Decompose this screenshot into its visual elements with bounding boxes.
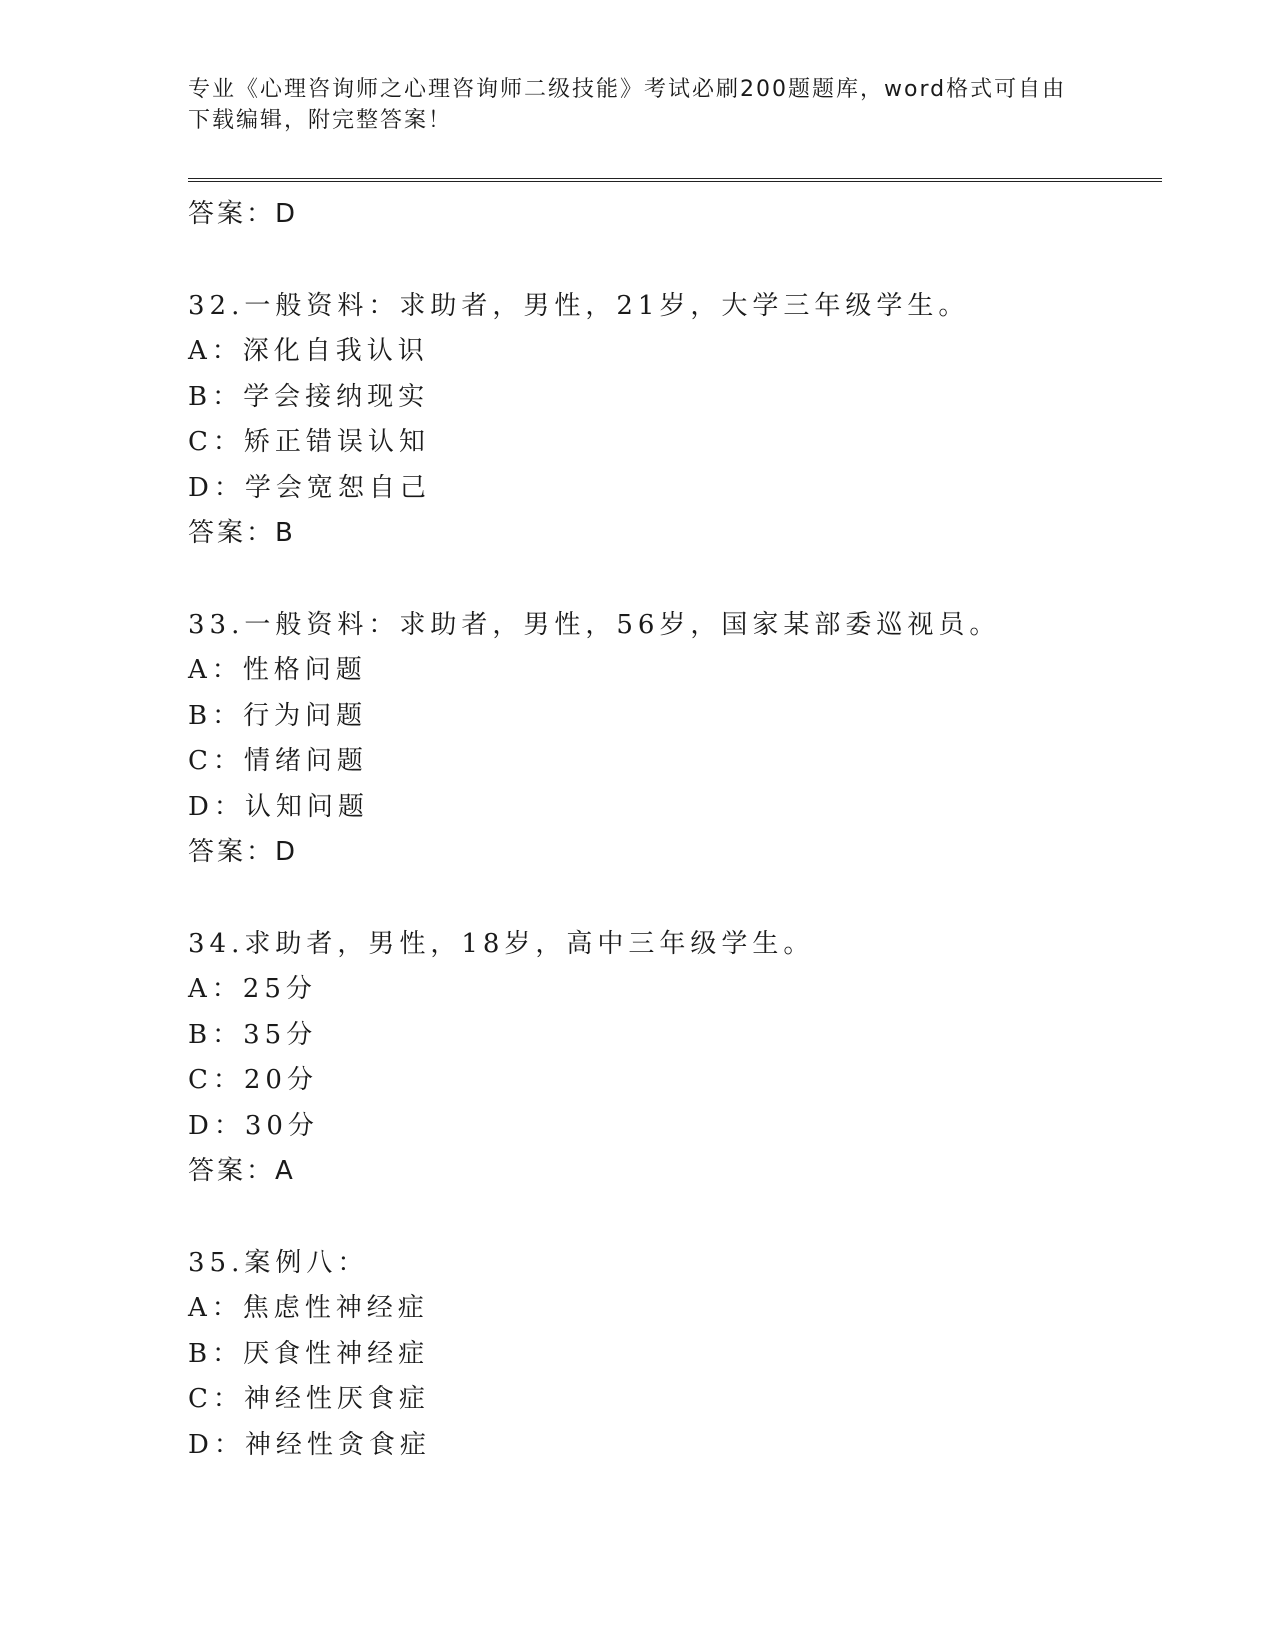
answer-line: 答案：A	[188, 1156, 296, 1186]
header-divider	[188, 178, 1162, 182]
question-stem: 35.案例八：	[188, 1247, 369, 1278]
answer-line: 答案：D	[188, 837, 299, 867]
document-header: 专业《心理咨询师之心理咨询师二级技能》考试必刷200题题库，word格式可自由下载编辑，附完整答案！	[188, 77, 1067, 133]
option-d: D：神经性贪食症	[188, 1429, 431, 1460]
option-d: D：30分	[188, 1110, 319, 1141]
option-a: A：25分	[188, 974, 317, 1004]
answer-line: 答案：B	[188, 518, 296, 548]
option-b: B：学会接纳现实	[188, 381, 430, 412]
option-b: B：行为问题	[188, 700, 368, 731]
option-b: B：35分	[188, 1019, 318, 1050]
question-block	[188, 1241, 1162, 1469]
option-b: B：厌食性神经症	[188, 1338, 430, 1369]
option-a: A：深化自我认识	[188, 336, 429, 366]
question-list	[188, 192, 1162, 1468]
option-a: A：焦虑性神经症	[188, 1293, 429, 1323]
option-d: D：学会宽恕自己	[188, 472, 431, 503]
question-block	[188, 603, 1162, 876]
option-c: C：20分	[188, 1065, 318, 1095]
option-d: D：认知问题	[188, 791, 369, 822]
option-c: C：神经性厌食症	[188, 1384, 430, 1414]
question-stem: 33.一般资料：求助者，男性，56岁，国家某部委巡视员。	[188, 609, 1001, 640]
question-stem: 34.求助者，男性，18岁，高中三年级学生。	[188, 928, 815, 959]
option-c: C：情绪问题	[188, 746, 368, 776]
option-c: C：矫正错误认知	[188, 427, 430, 457]
question-block	[188, 922, 1162, 1195]
answer-line: 答案：D	[188, 199, 299, 229]
question-block	[188, 284, 1162, 557]
option-a: A：性格问题	[188, 655, 367, 685]
question-stem: 32.一般资料：求助者，男性，21岁，大学三年级学生。	[188, 290, 970, 321]
